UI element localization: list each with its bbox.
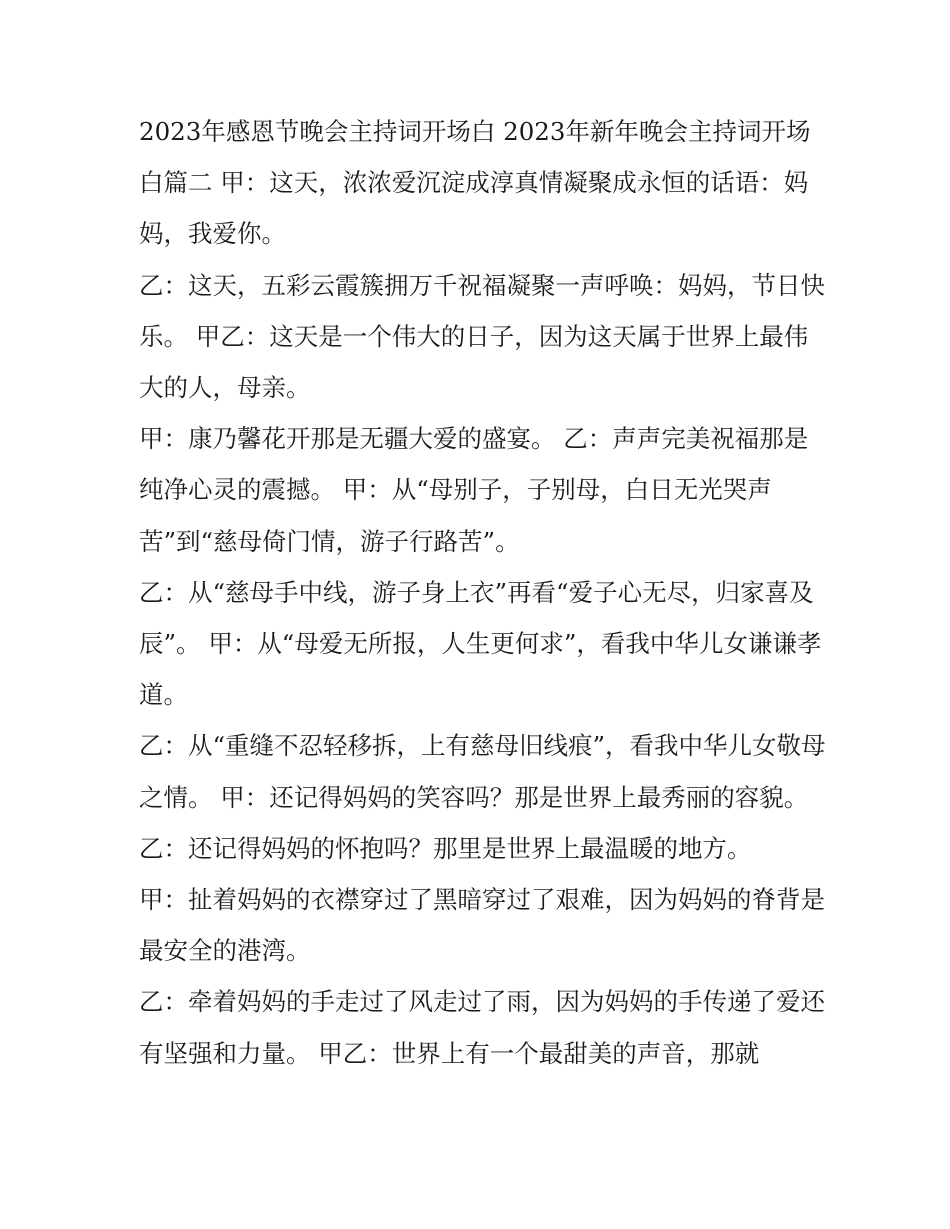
document-body (139, 106, 829, 1079)
paragraph-2: 乙：这天，五彩云霞簇拥万千祝福凝聚一声呼唤：妈妈，节日快乐。 甲乙：这天是一个伟大的日子，因为这天属于世界上最伟大的人，母亲。 (139, 270, 825, 403)
paragraph-1: 2023年感恩节晚会主持词开场白 2023年新年晚会主持词开场白篇二 甲：这天，浓浓爱沉淀成淳真情凝聚成永恒的话语：妈妈，我爱你。 (139, 117, 811, 249)
paragraph-5: 乙：从“重缝不忍轻移拆，上有慈母旧线痕”，看我中华儿女敬母之情。 甲：还记得妈妈的笑容吗？那是世界上最秀丽的容貌。 (139, 731, 826, 812)
paragraph-7: 甲：扯着妈妈的衣襟穿过了黑暗穿过了艰难，因为妈妈的脊背是最安全的港湾。 (139, 885, 825, 966)
paragraph-3: 甲：康乃馨花开那是无疆大爱的盛宴。 乙：声声完美祝福那是纯净心灵的震撼。 甲：从“母别子，子别母，白日无光哭声苦”到“慈母倚门情，游子行路苦”。 (139, 424, 809, 556)
paragraph-4: 乙：从“慈母手中线，游子身上衣”再看“爱子心无尽，归家喜及辰”。 甲：从“母爱无所报，人生更何求”，看我中华儿女谦谦孝道。 (139, 577, 822, 710)
paragraph-6: 乙：还记得妈妈的怀抱吗？那里是世界上最温暖的地方。 (139, 833, 752, 863)
paragraph-8: 乙：牵着妈妈的手走过了风走过了雨，因为妈妈的手传递了爱还有坚强和力量。 甲乙：世界上有一个最甜美的声音，那就 (139, 987, 825, 1068)
